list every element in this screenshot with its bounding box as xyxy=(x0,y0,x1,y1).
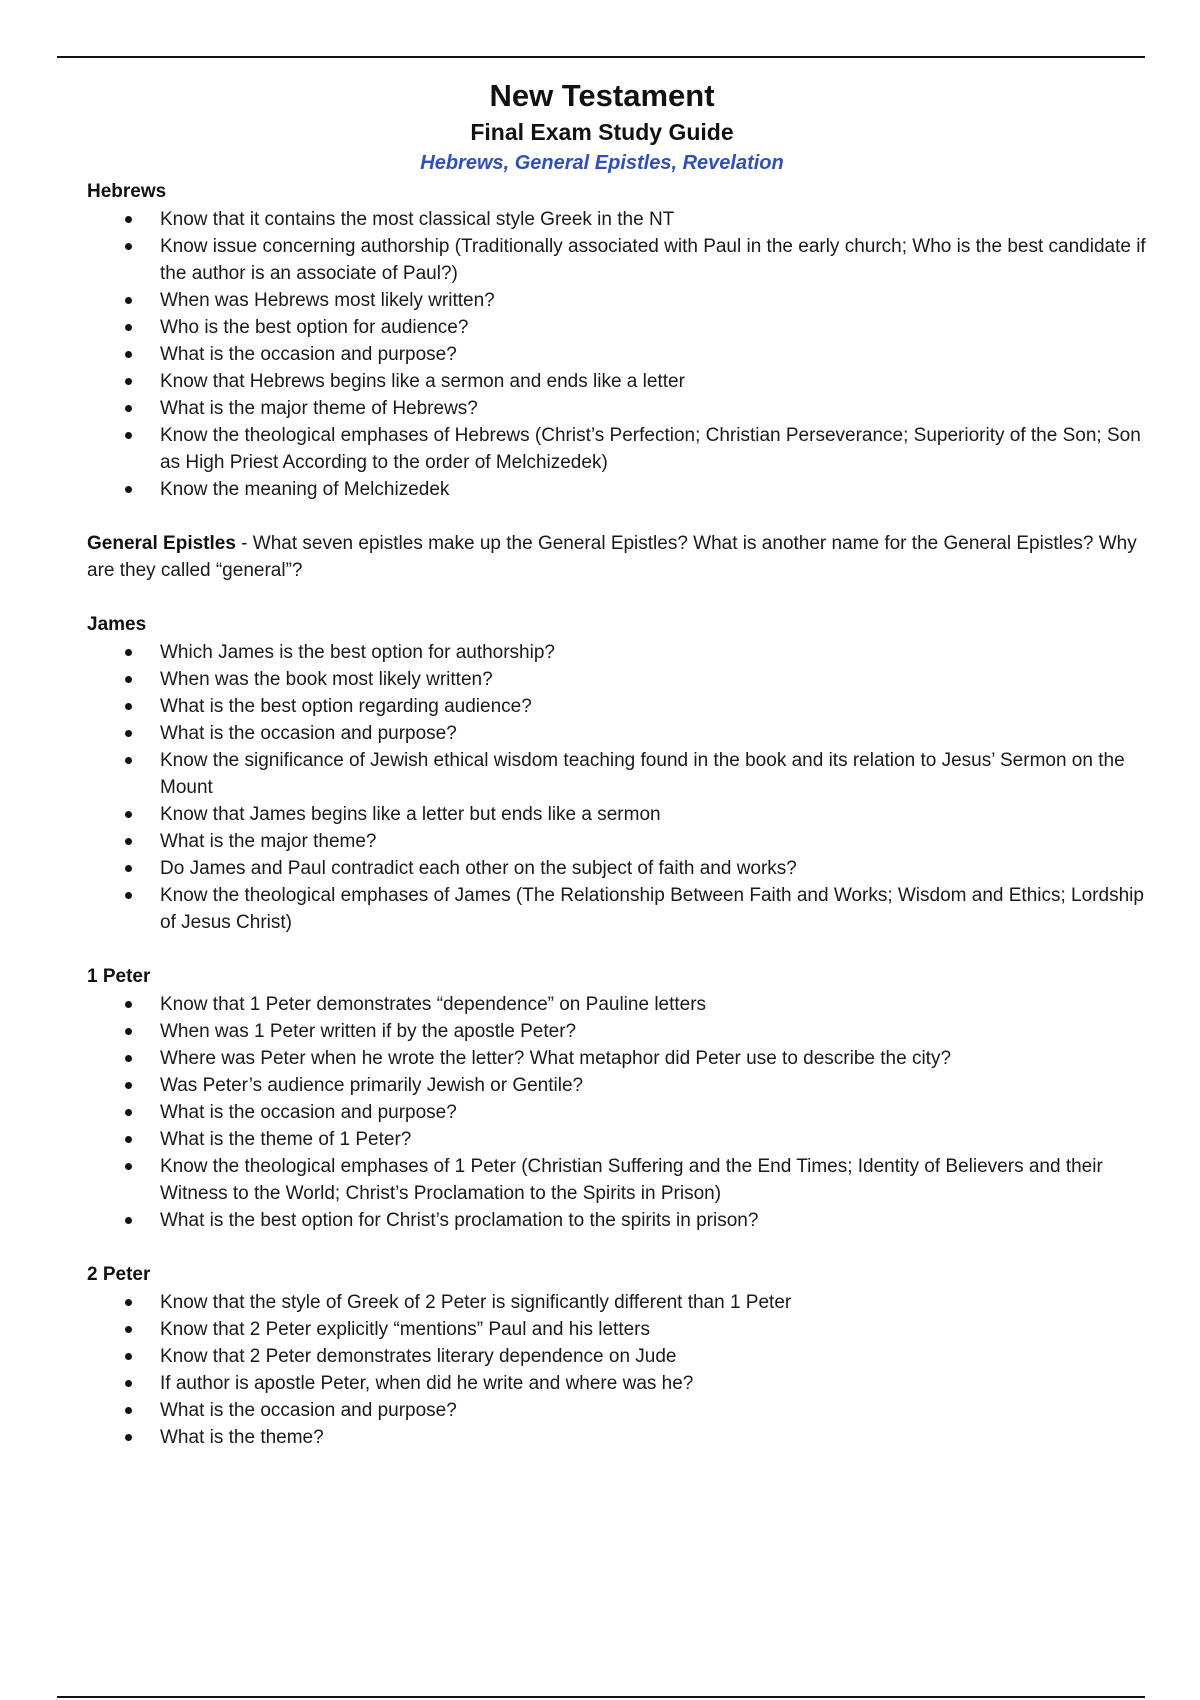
list-item-text: Know that Hebrews begins like a sermon and ends like a letter xyxy=(160,371,685,392)
bullet-icon xyxy=(125,757,132,764)
list-item-text: Was Peter’s audience primarily Jewish or Gentile? xyxy=(160,1075,584,1096)
list-item xyxy=(87,314,1147,341)
list-item xyxy=(87,666,1147,693)
list-item xyxy=(87,1099,1147,1126)
list-item-text: Know that 2 Peter explicitly “mentions” Paul and his letters xyxy=(160,1319,651,1340)
bullet-icon xyxy=(125,1136,132,1143)
section-heading-2-peter: 2 Peter xyxy=(87,1264,151,1285)
bullet-icon xyxy=(125,1299,132,1306)
list-item xyxy=(87,639,1147,666)
list-item xyxy=(87,801,1147,828)
list-item xyxy=(87,422,1147,476)
bullet-icon xyxy=(125,324,132,331)
list-item-text: Know the theological emphases of Hebrews (Christ’s Perfection; Christian Perseverance; Superiority of the Son; Son as High Priest According to the order of Melchizedek) xyxy=(160,425,1141,473)
bottom-rule xyxy=(57,1696,1145,1698)
list-item-text: What is the theme of 1 Peter? xyxy=(160,1129,412,1150)
section-heading-1-peter: 1 Peter xyxy=(87,966,151,987)
bullet-icon xyxy=(125,378,132,385)
list-item-text: Do James and Paul contradict each other on the subject of faith and works? xyxy=(160,858,797,879)
bullet-icon xyxy=(125,1109,132,1116)
list-item-text: Where was Peter when he wrote the letter? What metaphor did Peter use to describe the city? xyxy=(160,1048,952,1069)
list-item xyxy=(87,1289,1147,1316)
list-item-text: Know the theological emphases of 1 Peter (Christian Suffering and the End Times; Identity of Believers and their Witness to the World; Christ’s Proclamation to the Spirits in Prison) xyxy=(160,1156,1103,1204)
second-peter-list xyxy=(87,1289,1147,1451)
james-list xyxy=(87,639,1147,936)
document-scope: Hebrews, General Epistles, Revelation xyxy=(420,152,784,174)
list-item-text: What is the best option regarding audience? xyxy=(160,696,532,717)
bullet-icon xyxy=(125,351,132,358)
bullet-icon xyxy=(125,676,132,683)
document-subtitle: Final Exam Study Guide xyxy=(470,119,734,145)
bullet-icon xyxy=(125,486,132,493)
list-item xyxy=(87,1072,1147,1099)
list-item xyxy=(87,1018,1147,1045)
spacer xyxy=(87,503,1147,530)
list-item-text: Know that it contains the most classical style Greek in the NT xyxy=(160,209,675,230)
bullet-icon xyxy=(125,1055,132,1062)
bullet-icon xyxy=(125,811,132,818)
list-item-text: What is the occasion and purpose? xyxy=(160,723,457,744)
document-title: New Testament xyxy=(489,78,715,113)
list-item-text: Which James is the best option for authorship? xyxy=(160,642,555,663)
list-item xyxy=(87,720,1147,747)
spacer xyxy=(87,584,1147,611)
list-item-text: Know the meaning of Melchizedek xyxy=(160,479,450,500)
list-item-text: Who is the best option for audience? xyxy=(160,317,469,338)
bullet-icon xyxy=(125,432,132,439)
list-item-text: Know that James begins like a letter but ends like a sermon xyxy=(160,804,661,825)
list-item-text: What is the occasion and purpose? xyxy=(160,344,457,365)
bullet-icon xyxy=(125,405,132,412)
list-item xyxy=(87,1126,1147,1153)
list-item-text: Know that the style of Greek of 2 Peter is significantly different than 1 Peter xyxy=(160,1292,792,1313)
document-page xyxy=(87,76,1147,1451)
list-item xyxy=(87,1153,1147,1207)
bullet-icon xyxy=(125,865,132,872)
list-item xyxy=(87,476,1147,503)
list-item-text: Know that 1 Peter demonstrates “dependence” on Pauline letters xyxy=(160,994,707,1015)
section-heading-james: James xyxy=(87,614,147,635)
first-peter-list xyxy=(87,991,1147,1234)
spacer xyxy=(87,936,1147,963)
spacer xyxy=(87,1234,1147,1261)
list-item-text: What is the occasion and purpose? xyxy=(160,1400,457,1421)
list-item xyxy=(87,747,1147,801)
bullet-icon xyxy=(125,1001,132,1008)
bullet-icon xyxy=(125,243,132,250)
list-item-text: Know that 2 Peter demonstrates literary dependence on Jude xyxy=(160,1346,677,1367)
list-item xyxy=(87,341,1147,368)
list-item-text: When was the book most likely written? xyxy=(160,669,493,690)
bullet-icon xyxy=(125,1380,132,1387)
list-item xyxy=(87,1397,1147,1424)
list-item-text: Know the significance of Jewish ethical wisdom teaching found in the book and its relation to Jesus’ Sermon on the Mount xyxy=(160,750,1125,798)
list-item xyxy=(87,1207,1147,1234)
bullet-icon xyxy=(125,1407,132,1414)
bullet-icon xyxy=(125,1082,132,1089)
list-item xyxy=(87,855,1147,882)
list-item xyxy=(87,882,1147,936)
list-item xyxy=(87,1045,1147,1072)
list-item-text: What is the theme? xyxy=(160,1427,324,1448)
list-item xyxy=(87,368,1147,395)
list-item-text: What is the major theme? xyxy=(160,831,377,852)
list-item xyxy=(87,693,1147,720)
bullet-icon xyxy=(125,649,132,656)
bullet-icon xyxy=(125,1217,132,1224)
list-item-text: What is the occasion and purpose? xyxy=(160,1102,457,1123)
list-item xyxy=(87,1343,1147,1370)
list-item-text: What is the major theme of Hebrews? xyxy=(160,398,478,419)
bullet-icon xyxy=(125,1028,132,1035)
general-epistles-text: - What seven epistles make up the General Epistles? What is another name for the General Epistles? Why are they called “general”? xyxy=(87,533,1137,581)
list-item-text: If author is apostle Peter, when did he write and where was he? xyxy=(160,1373,694,1394)
list-item xyxy=(87,991,1147,1018)
list-item-text: Know the theological emphases of James (The Relationship Between Faith and Works; Wisdom and Ethics; Lordship of Jesus Christ) xyxy=(160,885,1144,933)
bullet-icon xyxy=(125,1353,132,1360)
hebrews-list xyxy=(87,206,1147,503)
list-item xyxy=(87,395,1147,422)
bullet-icon xyxy=(125,838,132,845)
top-rule xyxy=(57,56,1145,58)
bullet-icon xyxy=(125,892,132,899)
list-item-text: Know issue concerning authorship (Traditionally associated with Paul in the early church; Who is the best candidate if the author is an associate of Paul?) xyxy=(160,236,1146,284)
list-item xyxy=(87,828,1147,855)
bullet-icon xyxy=(125,216,132,223)
list-item-text: When was Hebrews most likely written? xyxy=(160,290,495,311)
bullet-icon xyxy=(125,1163,132,1170)
list-item xyxy=(87,233,1147,287)
bullet-icon xyxy=(125,1434,132,1441)
list-item-text: What is the best option for Christ’s proclamation to the spirits in prison? xyxy=(160,1210,759,1231)
list-item xyxy=(87,1424,1147,1451)
bullet-icon xyxy=(125,1326,132,1333)
bullet-icon xyxy=(125,730,132,737)
list-item xyxy=(87,206,1147,233)
list-item xyxy=(87,287,1147,314)
list-item xyxy=(87,1370,1147,1397)
general-epistles-paragraph xyxy=(87,530,1147,584)
list-item xyxy=(87,1316,1147,1343)
bullet-icon xyxy=(125,297,132,304)
bullet-icon xyxy=(125,703,132,710)
section-heading-hebrews: Hebrews xyxy=(87,181,167,202)
list-item-text: When was 1 Peter written if by the apostle Peter? xyxy=(160,1021,577,1042)
section-heading-general-epistles: General Epistles xyxy=(87,533,236,554)
